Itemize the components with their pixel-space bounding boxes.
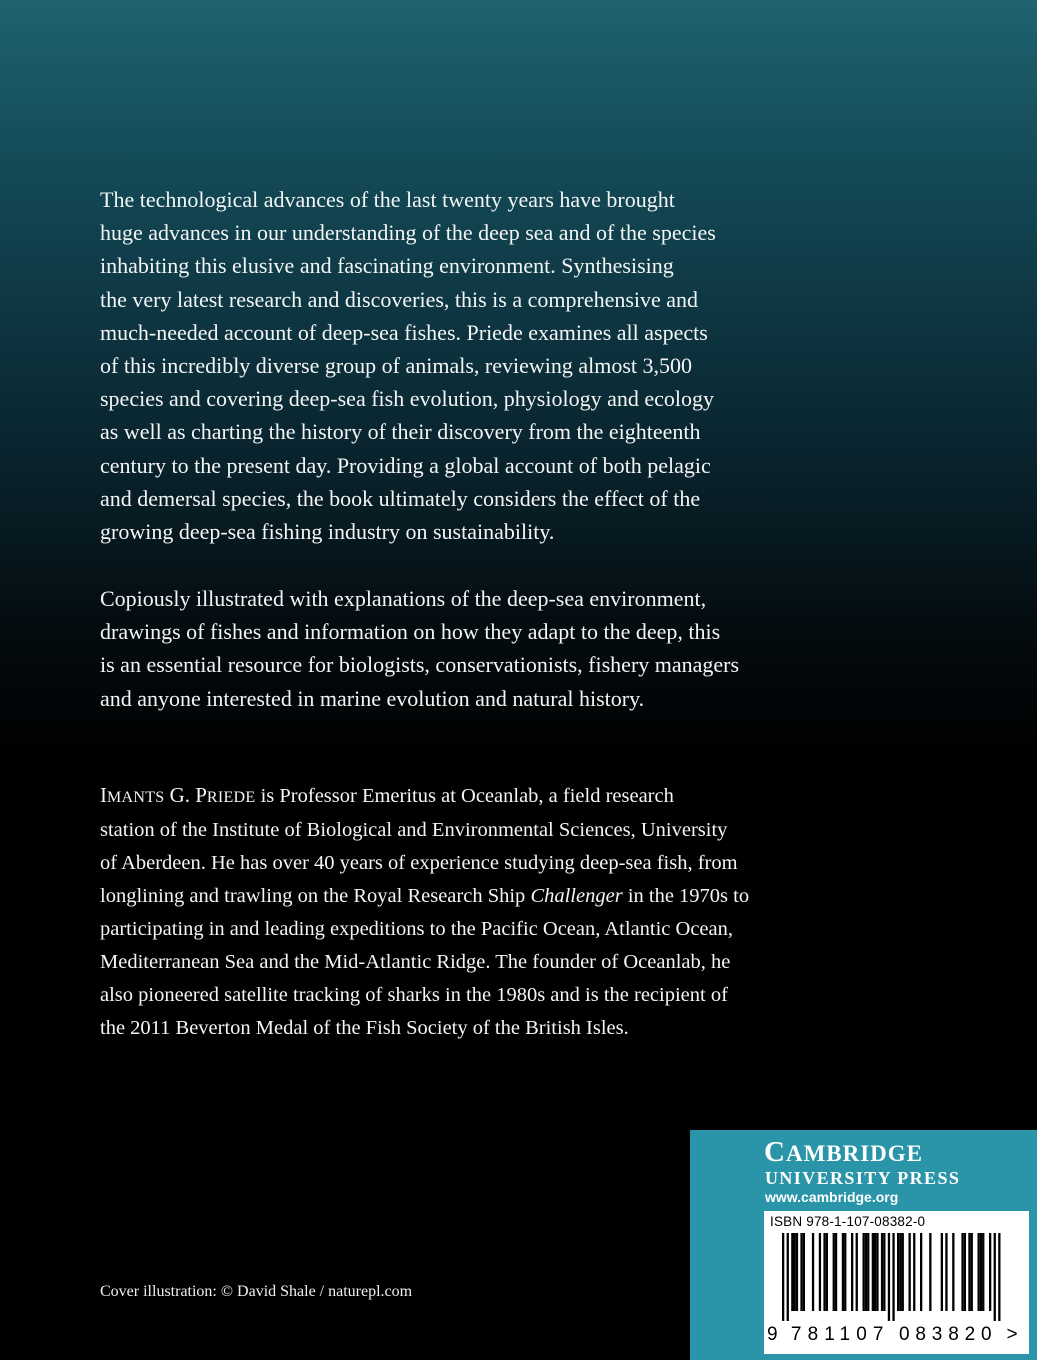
barcode-bar — [971, 1233, 973, 1311]
barcode-bar — [796, 1233, 798, 1311]
barcode-bar — [794, 1233, 796, 1311]
barcode-bar — [823, 1233, 825, 1311]
barcode-bar — [842, 1233, 844, 1311]
barcode-right-digits: 083820 — [899, 1324, 992, 1345]
barcode-bar — [964, 1233, 966, 1311]
publisher-name: CAMBRIDGE — [764, 1136, 924, 1168]
description-paragraph-1-line-5: much-needed account of deep-sea fishes. Priede examines all aspects — [100, 319, 708, 345]
barcode-bar — [998, 1233, 1000, 1321]
barcode-bar — [881, 1233, 883, 1311]
author-bio-line-8: the 2011 Beverton Medal of the Fish Society of the British Isles. — [100, 1017, 629, 1039]
barcode-bar — [872, 1233, 874, 1311]
description-paragraph-1-line-6: of this incredibly diverse group of animals, reviewing almost 3,500 — [100, 353, 693, 379]
barcode-bar — [978, 1233, 980, 1311]
barcode-bar — [867, 1233, 869, 1311]
author-bio-line-2: station of the Institute of Biological and Environmental Sciences, University — [100, 819, 728, 841]
description-paragraph-2-line-3: is an essential resource for biologists, conservationists, fishery managers — [100, 652, 740, 678]
barcode-bar — [851, 1233, 853, 1311]
description-paragraph-2-line-1: Copiously illustrated with explanations of the deep-sea environment, — [100, 586, 707, 611]
description-paragraph-2 — [100, 582, 830, 715]
barcode-bar — [883, 1233, 885, 1311]
publisher-box — [690, 1130, 1037, 1360]
description-paragraph-2-line-4: and anyone interested in marine evolution and natural history. — [100, 685, 645, 711]
barcode-bar — [787, 1233, 789, 1321]
barcode-bar — [856, 1233, 858, 1311]
isbn-label: ISBN 978-1-107-08382-0 — [770, 1214, 926, 1229]
barcode-bar — [920, 1233, 922, 1311]
barcode-first-digit: 9 — [767, 1324, 778, 1345]
barcode-bar — [892, 1233, 894, 1321]
barcode-bar — [833, 1233, 835, 1311]
barcode-bar — [791, 1233, 793, 1311]
author-bio-line-7: also pioneered satellite tracking of sharks in the 1980s and is the recipient of — [100, 984, 728, 1006]
barcode-bar — [888, 1233, 890, 1321]
barcode-bar — [803, 1233, 805, 1311]
barcode-bar — [968, 1233, 970, 1311]
description-paragraph-1-line-10: and demersal species, the book ultimately considers the effect of the — [100, 485, 701, 511]
barcode-bar — [961, 1233, 963, 1311]
barcode-bar — [876, 1233, 878, 1311]
description-paragraph-1-line-2: huge advances in our understanding of the deep sea and of the species — [100, 220, 716, 246]
barcode-bar — [989, 1233, 991, 1311]
barcode-bar — [909, 1233, 911, 1311]
description-paragraph-1-line-3: inhabiting this elusive and fascinating environment. Synthesising — [100, 253, 674, 279]
description-paragraph-1-line-7: species and covering deep-sea fish evolution, physiology and ecology — [100, 386, 715, 412]
author-name: IMANTS G. PRIEDE — [100, 783, 256, 807]
author-bio — [100, 779, 830, 1045]
barcode-bar — [913, 1233, 915, 1311]
barcode-bar — [941, 1233, 943, 1311]
publisher-url: www.cambridge.org — [765, 1189, 899, 1205]
barcode-bar — [945, 1233, 947, 1311]
barcode-bar — [844, 1233, 846, 1311]
cover-illustration-credit: Cover illustration: © David Shale / naturepl.com — [100, 1283, 413, 1300]
description-paragraph-1 — [100, 183, 830, 548]
barcode-bar — [865, 1233, 867, 1311]
barcode-bar — [863, 1233, 865, 1311]
author-bio-line-5: participating in and leading expeditions to the Pacific Ocean, Atlantic Ocean, — [100, 918, 734, 940]
description-paragraph-1-line-1: The technological advances of the last twenty years have brought — [100, 187, 675, 212]
barcode-bar — [897, 1233, 899, 1311]
description-paragraph-1-line-8: as well as charting the history of their discovery from the eighteenth — [100, 419, 701, 445]
barcode-bar — [782, 1233, 784, 1321]
barcode-bar — [800, 1233, 802, 1311]
barcode-bar — [980, 1233, 982, 1311]
description-paragraph-1-line-9: century to the present day. Providing a global account of both pelagic — [100, 452, 711, 478]
barcode-bar — [994, 1233, 996, 1321]
description-paragraph-1-line-4: the very latest research and discoveries, this is a comprehensive and — [100, 286, 699, 312]
barcode-bar — [952, 1233, 954, 1311]
barcode — [764, 1231, 1029, 1354]
barcode-bar — [899, 1233, 901, 1311]
barcode-panel — [764, 1211, 1029, 1354]
barcode-bar — [902, 1233, 904, 1311]
publisher-subtitle: UNIVERSITY PRESS — [765, 1168, 961, 1188]
ship-name: Challenger — [530, 885, 623, 907]
barcode-bar — [929, 1233, 931, 1311]
author-bio-line-4: longlining and trawling on the Royal Research Ship Challenger in the 1970s to — [100, 885, 750, 907]
description-paragraph-2-line-2: drawings of fishes and information on how they adapt to the deep, this — [100, 619, 721, 645]
barcode-bars — [782, 1233, 1001, 1321]
barcode-bar — [826, 1233, 828, 1311]
author-bio-line-1: IMANTS G. PRIEDE is Professor Emeritus at Oceanlab, a field research — [100, 783, 674, 807]
barcode-quiet-zone-mark: > — [1006, 1324, 1018, 1345]
author-bio-line-3: of Aberdeen. He has over 40 years of experience studying deep-sea fish, from — [100, 852, 738, 874]
barcode-bar — [874, 1233, 876, 1311]
author-bio-line-6: Mediterranean Sea and the Mid-Atlantic Ridge. The founder of Oceanlab, he — [100, 951, 731, 973]
barcode-bar — [835, 1233, 837, 1311]
barcode-bar — [982, 1233, 984, 1311]
barcode-bar — [819, 1233, 821, 1311]
barcode-left-digits: 781107 — [790, 1324, 884, 1345]
barcode-bar — [812, 1233, 814, 1311]
description-paragraph-1-line-11: growing deep-sea fishing industry on sustainability. — [100, 519, 555, 545]
